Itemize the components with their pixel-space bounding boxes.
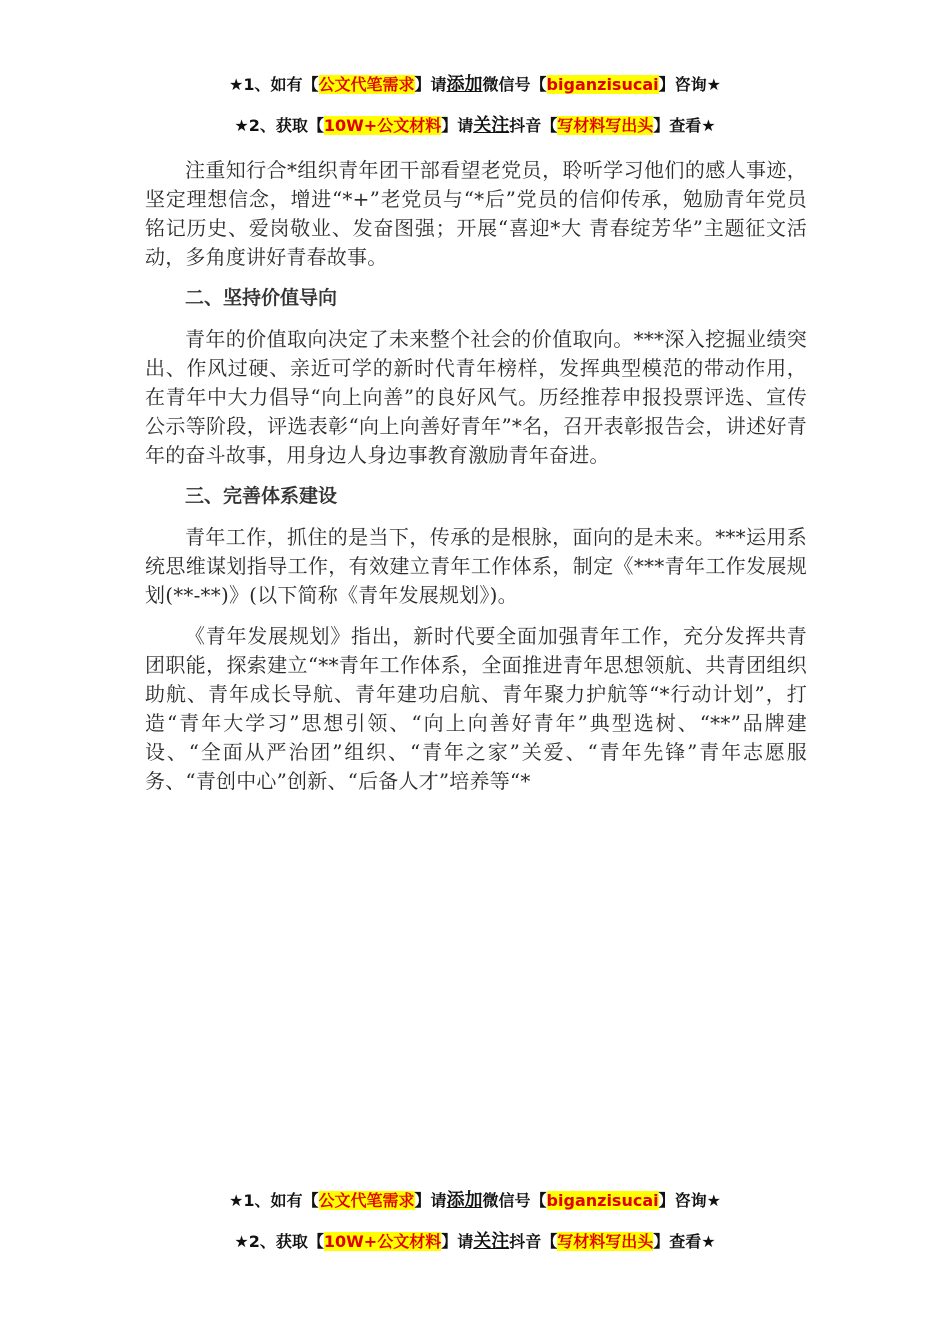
promo-highlight: 公文代笔需求 [318, 1191, 415, 1210]
promo-text: 】请 [441, 116, 474, 135]
promo-text: 】请 [414, 75, 447, 94]
wechat-id-highlight: biganzisucai [546, 75, 659, 94]
promo-text: 抖音【 [509, 116, 558, 135]
promo-underline: 添加 [446, 74, 483, 95]
promo-suffix: 】查看★ [653, 1232, 716, 1251]
paragraph-2: 青年的价值取向决定了未来整个社会的价值取向。***深入挖掘业绩突出、作风过硬、亲近可学的新时代青年榜样，发挥典型模范的带动作用，在青年中大力倡导“向上向善”的良好风气。历经推荐申报投票评选、宣传公示等阶段，评选表彰“向上向善好青年”*名，召开表彰报告会，讲述好青年的奋斗故事，用身边人身边事教育激励青年奋进。 [145, 327, 807, 467]
promo-underline: 关注 [473, 1231, 510, 1252]
promo-underline: 关注 [473, 115, 510, 136]
promo-prefix: ★2、获取【 [234, 116, 324, 135]
section-heading-2: 二、坚持价值导向 [185, 287, 338, 309]
promo-highlight: 公文代笔需求 [318, 75, 415, 94]
promo-text: 】请 [414, 1191, 447, 1210]
paragraph-4: 《青年发展规划》指出，新时代要全面加强青年工作，充分发挥共青团职能，探索建立“**青年工作体系，全面推进青年思想领航、共青团组织助航、青年成长导航、青年建功启航、青年聚力护航等“*行动计划”，打造“青年大学习”思想引领、“向上向善好青年”典型选树、“**”品牌建设、“全面从严治团”组织、“青年之家”关爱、“青年先锋”青年志愿服务、“青创中心”创新、“后备人才”培养等“* [145, 624, 807, 793]
promo-prefix: ★1、如有【 [229, 1191, 319, 1210]
header-promo-line-1 [0, 70, 950, 96]
paragraph-3: 青年工作，抓住的是当下，传承的是根脉，面向的是未来。***运用系统思维谋划指导工作，有效建立青年工作体系，制定《***青年工作发展规划(**-**)》(以下简称《青年发展规划》)。 [145, 525, 807, 607]
wechat-id-highlight: biganzisucai [546, 1191, 659, 1210]
promo-suffix: 】咨询★ [658, 1191, 721, 1210]
promo-text: 微信号【 [482, 75, 547, 94]
douyin-id-highlight: 写材料写出头 [557, 1232, 654, 1251]
promo-highlight: 10W+公文材料 [323, 1232, 442, 1251]
promo-prefix: ★2、获取【 [234, 1232, 324, 1251]
document-body [145, 156, 807, 796]
header-promo-line-2 [0, 111, 950, 137]
promo-text: 微信号【 [482, 1191, 547, 1210]
paragraph-1: 注重知行合*组织青年团干部看望老党员，聆听学习他们的感人事迹，坚定理想信念，增进“*+”老党员与“*后”党员的信仰传承，勉励青年党员铭记历史、爱岗敬业、发奋图强；开展“喜迎*大 青春绽芳华”主题征文活动，多角度讲好青春故事。 [145, 158, 807, 269]
promo-highlight: 10W+公文材料 [323, 116, 442, 135]
promo-suffix: 】查看★ [653, 116, 716, 135]
section-heading-3: 三、完善体系建设 [185, 485, 338, 507]
promo-suffix: 】咨询★ [658, 75, 721, 94]
promo-text: 抖音【 [509, 1232, 558, 1251]
promo-prefix: ★1、如有【 [229, 75, 319, 94]
douyin-id-highlight: 写材料写出头 [557, 116, 654, 135]
promo-text: 】请 [441, 1232, 474, 1251]
footer-promo-line-1 [0, 1186, 950, 1212]
footer-promo-line-2 [0, 1227, 950, 1253]
promo-underline: 添加 [446, 1190, 483, 1211]
